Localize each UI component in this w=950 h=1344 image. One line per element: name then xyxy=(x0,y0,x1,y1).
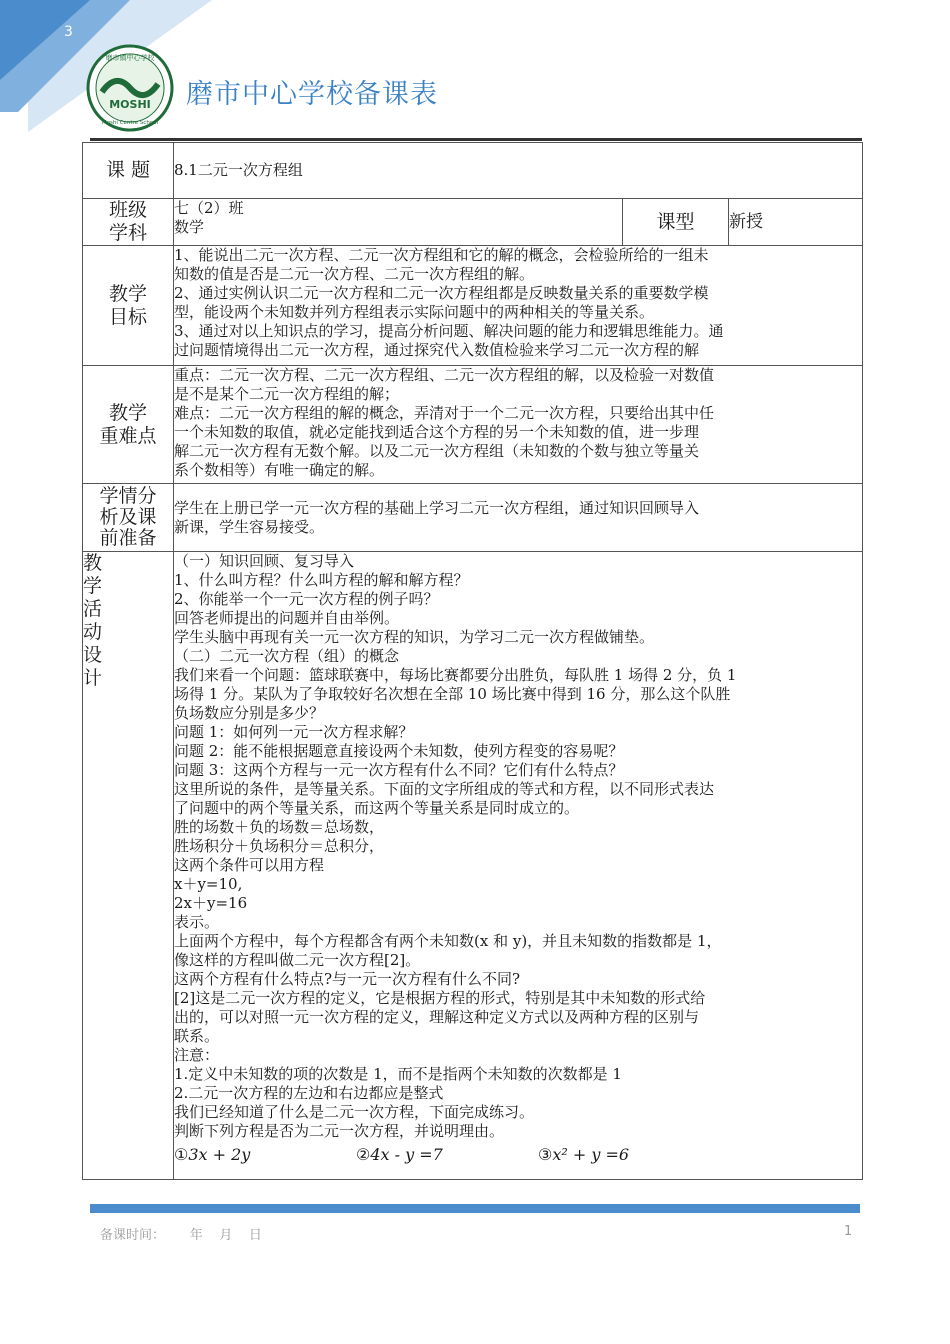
design-line: 上面两个方程中，每个方程都含有两个未知数(x 和 y)，并且未知数的指数都是 1， xyxy=(174,932,722,950)
logo-top-text: 磨市镇中心学校 xyxy=(105,54,155,62)
logo-center-text: MOSHI xyxy=(109,98,151,111)
goals-text xyxy=(174,246,863,366)
exercise-1 xyxy=(174,1145,356,1164)
row-analysis xyxy=(83,484,863,552)
subject-value: 数学 xyxy=(174,218,205,236)
design-line: 我们已经知道了什么是二元一次方程，下面完成练习。 xyxy=(174,1103,535,1121)
keypoints-label-1: 教学 xyxy=(108,401,147,424)
prep-date-label: 备课时间： 年 月 日 xyxy=(100,1228,262,1243)
design-label-char: 活 xyxy=(83,598,103,620)
class-subject-label xyxy=(83,199,174,246)
design-line: 2x＋y=16 xyxy=(174,894,248,912)
analysis-text xyxy=(174,484,863,552)
design-line: （一）知识回顾、复习导入 xyxy=(174,552,355,570)
goals-label-2: 目标 xyxy=(108,305,147,328)
analysis-label-1: 学情分 xyxy=(99,486,157,507)
keypoints-line: 难点：二元一次方程组的解的概念，弄清对于一个二元一次方程，只要给出其中任 xyxy=(174,404,715,422)
design-line: 2、你能举一个一元一次方程的例子吗？ xyxy=(174,590,439,608)
design-line: 问题 3：这两个方程与一元一次方程有什么不同？它们有什么特点？ xyxy=(174,761,624,779)
design-line: 注意： xyxy=(174,1046,220,1064)
school-logo xyxy=(86,44,174,132)
design-line: 负场数应分别是多少？ xyxy=(174,704,325,722)
row-goals xyxy=(83,246,863,366)
exercise-expression: 3x + 2y xyxy=(188,1145,251,1164)
row-design xyxy=(83,552,863,1180)
design-line: 像这样的方程叫做二元一次方程[2]。 xyxy=(174,951,421,969)
goals-label xyxy=(83,246,174,366)
row-topic xyxy=(83,143,863,199)
exercise-expression: 4x - y =7 xyxy=(370,1145,443,1164)
topic-value: 8.1二元一次方程组 xyxy=(174,143,863,199)
lesson-type-label: 课型 xyxy=(623,199,729,246)
keypoints-line: 重点：二元一次方程、二元一次方程组、二元一次方程组的解，以及检验一对数值 xyxy=(174,366,715,384)
analysis-line: 学生在上册已学一元一次方程的基础上学习二元一次方程组，通过知识回顾导入 xyxy=(174,498,700,517)
goals-line: 3、通过对以上知识点的学习，提高分析问题、解决问题的能力和逻辑思维能力。通 xyxy=(174,322,724,340)
design-label-char: 动 xyxy=(83,621,103,643)
design-line: [2]这是二元一次方程的定义，它是根据方程的形式，特别是其中未知数的形式给 xyxy=(174,989,706,1007)
design-text xyxy=(174,552,863,1180)
design-label-char: 教 xyxy=(83,552,103,574)
keypoints-line: 解二元一次方程有无数个解。以及二元一次方程组（未知数的个数与独立等量关 xyxy=(174,442,700,460)
row-keypoints xyxy=(83,366,863,484)
class-label: 班级 xyxy=(108,199,147,221)
design-line: 这里所说的条件，是等量关系。下面的文字所组成的等式和方程，以不同形式表达 xyxy=(174,780,715,798)
design-label xyxy=(83,552,174,1180)
design-line: 这两个条件可以用方程 xyxy=(174,856,325,874)
design-line: 问题 1：如何列一元一次方程求解？ xyxy=(174,723,414,741)
design-line: 问题 2：能不能根据题意直接设两个未知数，使列方程变的容易呢？ xyxy=(174,742,624,760)
design-line: 回答老师提出的问题并自由举例。 xyxy=(174,609,400,627)
design-line: （二）二元一次方程（组）的概念 xyxy=(174,647,400,665)
goals-label-1: 教学 xyxy=(108,282,147,305)
design-line: 这两个方程有什么特点?与一元一次方程有什么不同? xyxy=(174,970,521,988)
design-label-char: 计 xyxy=(83,667,103,689)
goals-line: 知数的值是否是二元一次方程、二元一次方程组的解。 xyxy=(174,265,535,283)
subject-label: 学科 xyxy=(108,222,147,244)
keypoints-line: 是不是某个二元一次方程组的解； xyxy=(174,385,400,403)
page-number: 3 xyxy=(64,24,73,40)
design-line: 判断下列方程是否为二元一次方程，并说明理由。 xyxy=(174,1122,505,1140)
topic-label: 课 题 xyxy=(83,143,174,199)
design-line: 我们来看一个问题：篮球联赛中，每场比赛都要分出胜负，每队胜 1 场得 2 分，负 1 xyxy=(174,666,737,684)
design-line: 了问题中的两个等量关系，而这两个等量关系是同时成立的。 xyxy=(174,799,580,817)
exercise-mark: ② xyxy=(356,1145,371,1164)
lesson-type-value: 新授 xyxy=(729,199,863,246)
design-line: 场得 1 分。某队为了争取较好名次想在全部 10 场比赛中得到 16 分，那么这个队胜 xyxy=(174,685,731,703)
keypoints-line: 系个数相等）有唯一确定的解。 xyxy=(174,461,385,479)
design-label-char: 学 xyxy=(83,575,103,597)
header-rule xyxy=(90,138,862,141)
keypoints-text xyxy=(174,366,863,484)
goals-line: 2、通过实例认识二元一次方程和二元一次方程组都是反映数量关系的重要数学模 xyxy=(174,284,709,302)
design-label-char: 设 xyxy=(83,644,103,666)
logo-bottom-text: Moshi Centre School xyxy=(101,120,159,126)
analysis-line: 新课，学生容易接受。 xyxy=(174,517,325,536)
footer-bar xyxy=(90,1204,860,1213)
goals-line: 1、能说出二元一次方程、二元一次方程组和它的解的概念，会检验所给的一组未 xyxy=(174,246,709,264)
exercise-mark: ③ xyxy=(538,1145,553,1164)
design-line: 联系。 xyxy=(174,1027,220,1045)
footer-page-number: 1 xyxy=(844,1224,853,1239)
design-line: 表示。 xyxy=(174,913,220,931)
keypoints-label-2: 重难点 xyxy=(99,424,157,447)
design-line: 出的，可以对照一元一次方程的定义，理解这种定义方式以及两种方程的区别与 xyxy=(174,1008,700,1026)
exercise-mark: ① xyxy=(174,1145,189,1164)
goals-line: 过问题情境得出二元一次方程，通过探究代入数值检验来学习二元一次方程的解 xyxy=(174,341,700,359)
analysis-label-2: 析及课 xyxy=(99,507,157,528)
exercise-row xyxy=(174,1145,862,1164)
design-line: x＋y=10, xyxy=(174,875,243,893)
school-title: 磨市中心学校备课表 xyxy=(186,79,438,110)
goals-line: 型，能设两个未知数并列方程组表示实际问题中的两种相关的等量关系。 xyxy=(174,303,655,321)
analysis-label xyxy=(83,484,174,552)
design-line: 胜场积分＋负场积分＝总积分， xyxy=(174,837,385,855)
keypoints-line: 一个未知数的取值，就必定能找到适合这个方程的另一个未知数的值，进一步理 xyxy=(174,423,700,441)
design-line: 学生头脑中再现有关一元一次方程的知识，为学习二元一次方程做铺垫。 xyxy=(174,628,655,646)
class-value: 七（2）班 xyxy=(174,199,244,217)
analysis-label-3: 前准备 xyxy=(99,528,157,549)
row-class xyxy=(83,199,863,246)
design-line: 1.定义中未知数的项的次数是 1，而不是指两个未知数的次数都是 1 xyxy=(174,1065,622,1083)
keypoints-label xyxy=(83,366,174,484)
design-line: 1、什么叫方程？什么叫方程的解和解方程？ xyxy=(174,571,469,589)
design-line: 胜的场数＋负的场数＝总场数， xyxy=(174,818,385,836)
design-line: 2.二元一次方程的左边和右边都应是整式 xyxy=(174,1084,444,1102)
exercise-3 xyxy=(538,1145,720,1164)
lesson-plan-table xyxy=(82,142,863,1180)
exercise-2 xyxy=(356,1145,538,1164)
exercise-expression: x² + y =6 xyxy=(552,1145,630,1164)
class-subject-value xyxy=(174,199,623,246)
